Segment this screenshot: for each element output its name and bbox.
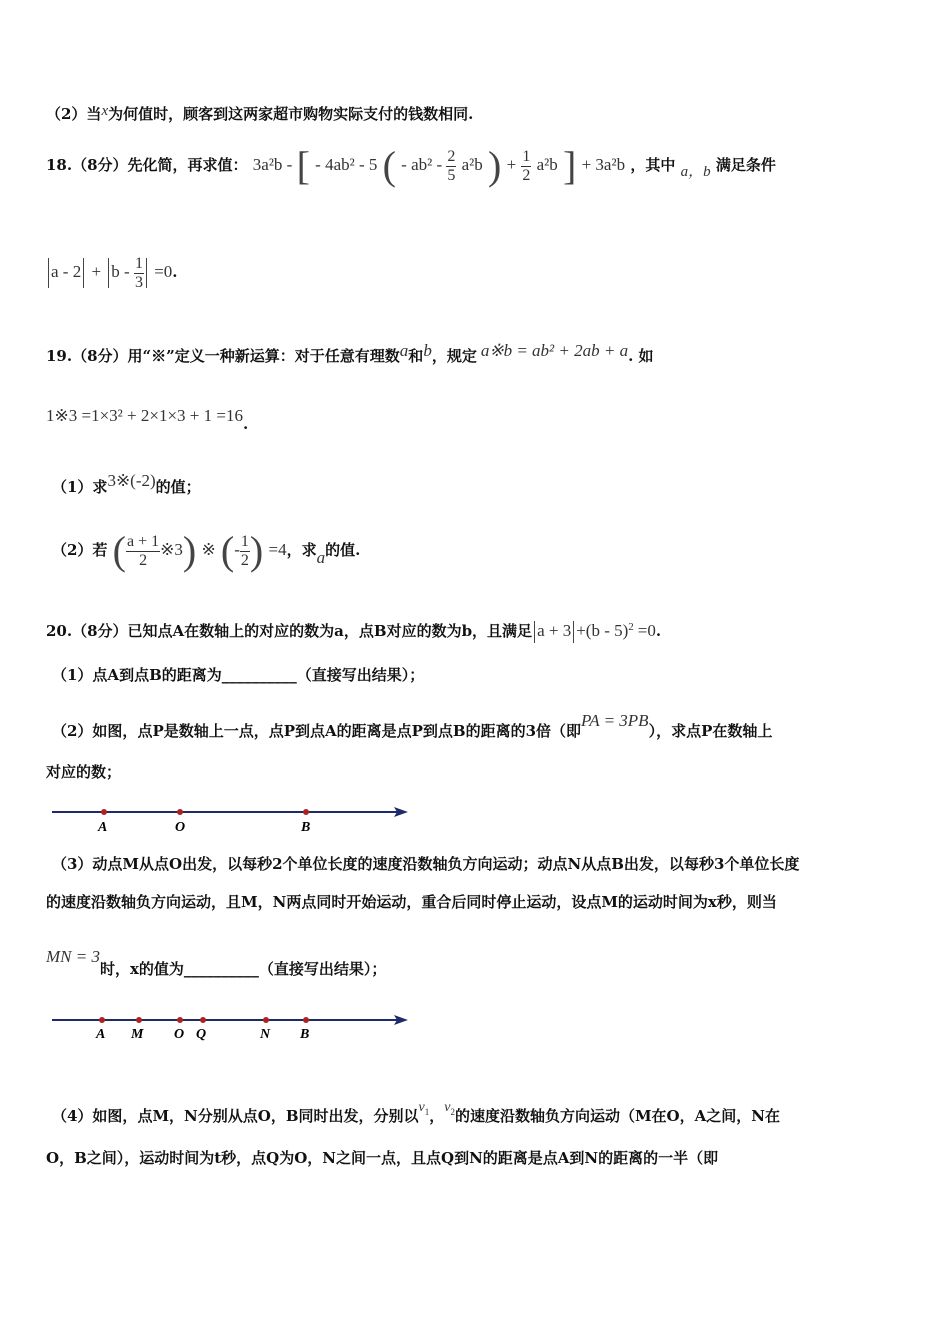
- label-A: A: [96, 1027, 106, 1042]
- question-20: 20.（8分）已知点A在数轴上的对应的数为a，点B对应的数为b，且满足 a + 3 +(b - 5)$^2$ =0.: [46, 616, 661, 643]
- q18-frac-2-5: $\frac{2}{5}$: [447, 147, 456, 184]
- point-O: [177, 809, 183, 815]
- q20-part1: （1）点A到点B的距离为__________（直接写出结果）；: [52, 666, 425, 684]
- point-B: [303, 1017, 309, 1023]
- question-18: 18.（8分）先化简，再求值： 3a²b - [ - 4ab² - 5 ( - ab² - $\frac{2}{5}$ a²b ) + $\frac{1}{2}$ a²b ] + 3a²b ，其中 a，b 满足条件: [46, 143, 776, 188]
- q19-example: 1※3 =1×3² + 2×1×3 + 1 =16.: [46, 406, 249, 433]
- q20-label: 20.（8分）已知点A在数轴上的对应的数为a，点B对应的数为b，且满足: [46, 622, 533, 640]
- point-A: [101, 809, 107, 815]
- q18-label: 18.（8分）先化简，再求值：: [46, 156, 248, 174]
- q19-label: 19.（8分）用“※”定义一种新运算：对于任意有理数: [46, 347, 400, 365]
- point-Q: [200, 1017, 206, 1023]
- point-N: [263, 1017, 269, 1023]
- point-M: [136, 1017, 142, 1023]
- q18-condition: a - 2 + b - $\frac{1}{3}$ =0.: [46, 250, 178, 294]
- var-x: x: [101, 103, 109, 119]
- q20-part4-cont: O，B之间），运动时间为t秒，点Q为O，N之间一点，且点Q到N的距离是点A到N的距离的一半（即: [46, 1149, 719, 1167]
- point-B: [303, 809, 309, 815]
- q20-part3: （3）动点M从点O出发，以每秒2个单位长度的速度沿数轴负方向运动；动点N从点B出发，以每秒3个单位长度: [52, 855, 800, 873]
- point-A: [99, 1017, 105, 1023]
- number-line-1: [50, 800, 420, 840]
- label-N: N: [260, 1027, 271, 1042]
- q19-rule: a※b = ab² + 2ab + a: [480, 341, 629, 360]
- q20-part4: （4）如图，点M，N分别从点O，B同时出发，分别以$v_1$，$v_2$的速度沿数轴负方向运动（M在O，A之间，N在: [52, 1100, 780, 1125]
- q18-frac-1-2: $\frac{1}{2}$: [522, 147, 531, 184]
- question-19: 19.（8分）用“※”定义一种新运算：对于任意有理数a和b，规定 a※b = ab² + 2ab + a. 如: [46, 341, 654, 365]
- label-O: O: [174, 1027, 185, 1042]
- label-A: A: [98, 820, 108, 835]
- q19-part2: （2）若 ( $\frac{a + 1}{2}$ ※3) ※ (- $\frac{1}{2}$ ) =4，求a的值.: [52, 528, 361, 573]
- label-O: O: [175, 820, 186, 835]
- q20-part3-cont2: MN = 3时，x的值为__________（直接写出结果）；: [46, 947, 387, 978]
- q17-part2: （2）当x为何值时，顾客到这两家超市购物实际支付的钱数相同.: [46, 103, 474, 123]
- q18-expr-head: 3a²b -: [252, 155, 297, 174]
- q20-part2: （2）如图，点P是数轴上一点，点P到点A的距离是点P到点B的距离的3倍（即PA = 3PB），求点P在数轴上: [52, 711, 773, 740]
- label-Q: Q: [196, 1027, 207, 1042]
- q19-part1: （1）求3※(-2)的值；: [52, 471, 201, 496]
- q18-cond-frac: $\frac{1}{3}$: [134, 254, 143, 291]
- label-M: M: [131, 1027, 144, 1042]
- q20-part3-cont: 的速度沿数轴负方向运动，且M，N两点同时开始运动，重合后同时停止运动，设点M的运动时间为x秒，则当: [46, 893, 777, 911]
- label-B: B: [300, 1027, 310, 1042]
- q20-part2-cont: 对应的数；: [46, 763, 122, 781]
- point-O: [177, 1017, 183, 1023]
- label-B: B: [301, 820, 311, 835]
- number-line-2: [50, 1008, 420, 1048]
